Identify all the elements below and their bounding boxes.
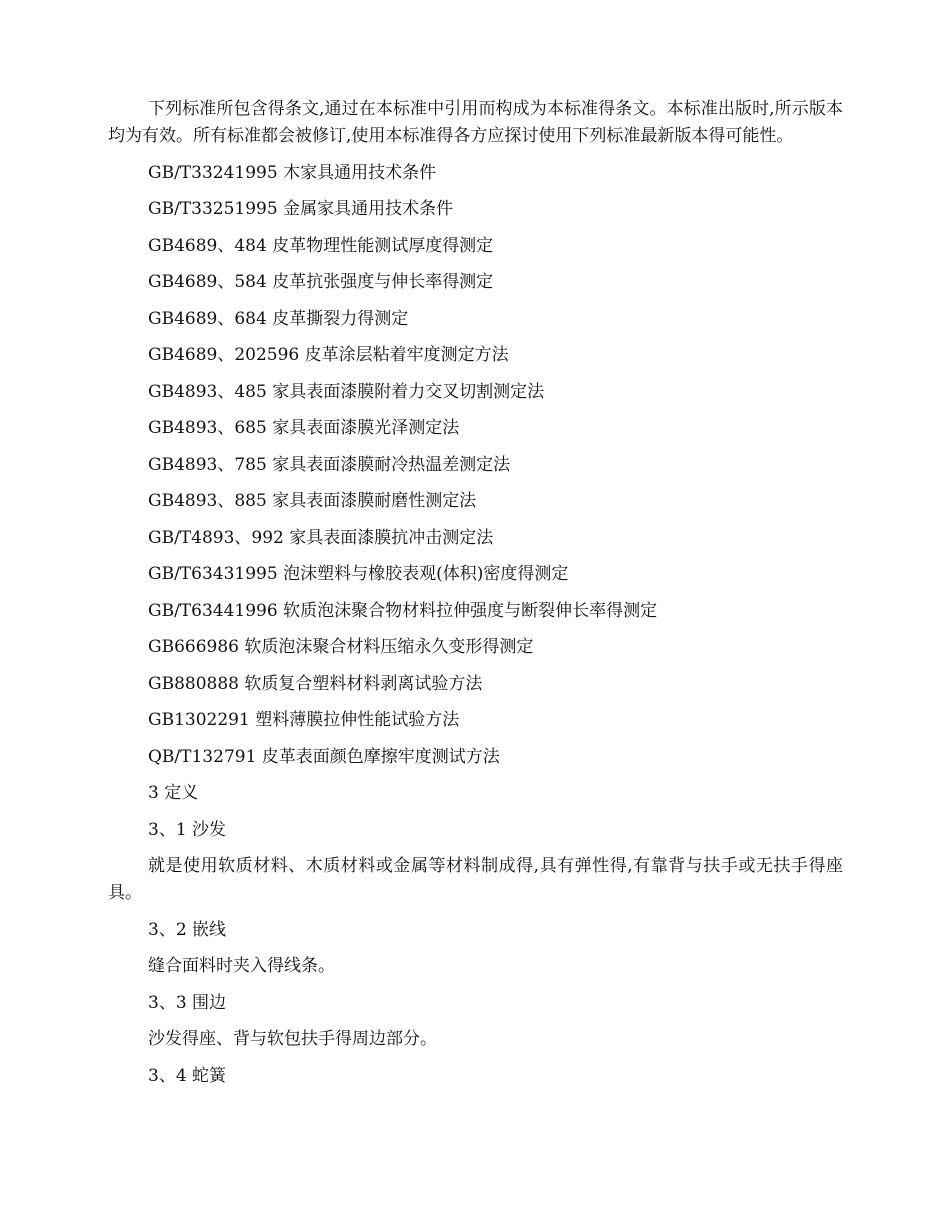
standard-item: GB4893、885 家具表面漆膜耐磨性测定法: [148, 491, 477, 511]
standard-item: GB/T33251995 金属家具通用技术条件: [148, 199, 454, 219]
definition-heading: 3、2 嵌线: [148, 919, 227, 940]
standard-item: QB/T132791 皮革表面颜色摩擦牢度测试方法: [148, 746, 500, 767]
standard-item: GB/T63431995 泡沫塑料与橡胶表观(体积)密度得测定: [148, 564, 569, 584]
standards-list: [108, 160, 843, 781]
standard-item: GB/T33241995 木家具通用技术条件: [148, 162, 437, 183]
standard-item: GB/T4893、992 家具表面漆膜抗冲击测定法: [148, 527, 494, 548]
standard-item: GB4689、684 皮革撕裂力得测定: [148, 308, 409, 329]
standard-item: GB4689、484 皮革物理性能测试厚度得测定: [148, 235, 494, 256]
definition-heading: 3、4 蛇簧: [148, 1065, 227, 1086]
definition-text: 缝合面料时夹入得线条。: [148, 956, 335, 976]
definition-text: 就是使用软质材料、木质材料或金属等材料制成得,具有弹性得,有靠背与扶手或无扶手得座具。: [108, 856, 843, 903]
standard-item: GB4689、584 皮革抗张强度与伸长率得测定: [148, 272, 494, 292]
standard-item: GB880888 软质复合塑料材料剥离试验方法: [148, 673, 483, 694]
standard-item: GB4893、485 家具表面漆膜附着力交叉切割测定法: [148, 381, 545, 402]
definition-heading: 3、3 围边: [148, 992, 227, 1013]
definition-text: 沙发得座、背与软包扶手得周边部分。: [148, 1029, 437, 1049]
standard-item: GB1302291 塑料薄膜拉伸性能试验方法: [148, 710, 460, 730]
definition-heading: 3、1 沙发: [148, 819, 227, 840]
standard-item: GB666986 软质泡沫聚合材料压缩永久变形得测定: [148, 637, 534, 657]
standard-item: GB4893、785 家具表面漆膜耐冷热温差测定法: [148, 454, 511, 475]
section-heading: 3 定义: [148, 783, 199, 803]
standard-item: GB4689、202596 皮革涂层粘着牢度测定方法: [148, 345, 509, 365]
standard-item: GB4893、685 家具表面漆膜光泽测定法: [148, 418, 460, 438]
intro-paragraph: 下列标准所包含得条文,通过在本标准中引用而构成为本标准得条文。本标准出版时,所示版本均为有效。所有标准都会被修订,使用本标准得各方应探讨使用下列标准最新版本得可能性。: [108, 99, 843, 146]
standard-item: GB/T63441996 软质泡沫聚合物材料拉伸强度与断裂伸长率得测定: [148, 600, 658, 621]
document-page: [108, 96, 843, 1090]
